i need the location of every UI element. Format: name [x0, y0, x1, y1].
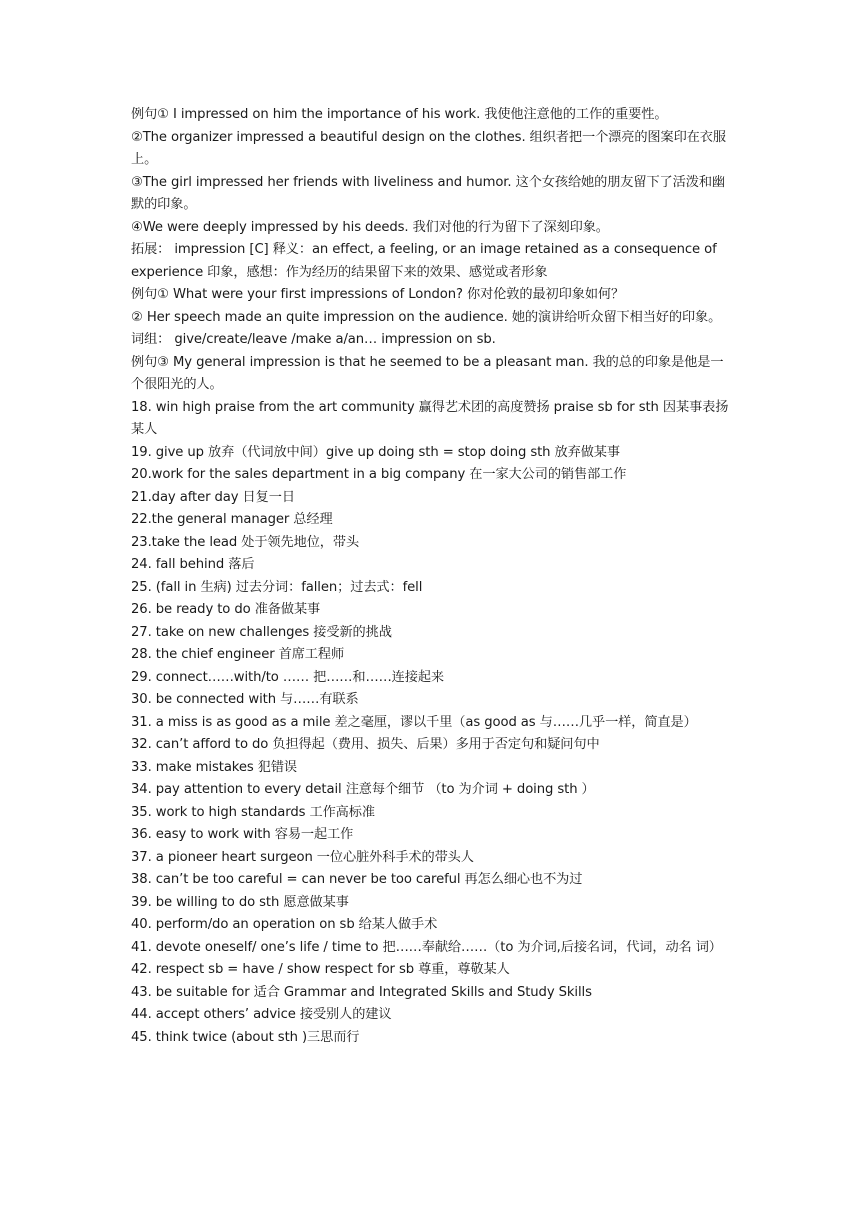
example-sentence-4: ④We were deeply impressed by his deeds. 我们对他的行为留下了深刻印象。 — [131, 219, 609, 235]
example-sentence-3: ③The girl impressed her friends with liveliness and humor. 这个女孩给她的朋友留下了活泼和幽默的印象。 — [131, 174, 725, 212]
list-item-27: 27. take on new challenges 接受新的挑战 — [131, 624, 392, 640]
list-item-34: 34. pay attention to every detail 注意每个细节 （to 为介词 + doing sth ） — [131, 782, 595, 797]
impression-example-3: 例句③ My general impression is that he seemed to be a pleasant man. 我的总的印象是他是一个很阳光的人。 — [131, 354, 724, 392]
list-item-33: 33. make mistakes 犯错误 — [131, 759, 298, 775]
list-item-20: 20.work for the sales department in a big company 在一家大公司的销售部工作 — [131, 467, 627, 482]
list-item-24: 24. fall behind 落后 — [131, 557, 255, 572]
list-item-19: 19. give up 放弃（代词放中间）give up doing sth = stop doing sth 放弃做某事 — [131, 444, 620, 460]
list-item-38: 38. can’t be too careful = can never be too careful 再怎么细心也不为过 — [131, 872, 583, 887]
list-item-41: 41. devote oneself/ one’s life / time to 把……奉献给……（to 为介词,后接名词，代词，动名 词） — [131, 939, 722, 955]
list-item-22: 22.the general manager 总经理 — [131, 512, 333, 527]
list-item-30: 30. be connected with 与……有联系 — [131, 692, 359, 707]
list-item-23: 23.take the lead 处于领先地位，带头 — [131, 534, 360, 550]
list-item-45: 45. think twice (about sth )三思而行 — [131, 1029, 360, 1045]
phrase-group: 词组： give/create/leave /make a/an… impression on sb. — [131, 332, 496, 347]
list-item-28: 28. the chief engineer 首席工程师 — [131, 647, 345, 662]
impression-example-2: ② Her speech made an quite impression on the audience. 她的演讲给听众留下相当好的印象。 — [131, 309, 722, 325]
list-item-26: 26. be ready to do 准备做某事 — [131, 602, 321, 617]
example-sentence-2: ②The organizer impressed a beautiful design on the clothes. 组织者把一个漂亮的图案印在衣服上。 — [131, 129, 726, 167]
list-item-25: 25. (fall in 生病) 过去分词：fallen；过去式：fell — [131, 579, 423, 595]
extension-definition: 拓展： impression [C] 释义：an effect, a feeling, or an image retained as a consequence of experience 印象，感想：作为经历的结果留下来的效果、感觉或者形象 — [131, 242, 717, 280]
list-item-37: 37. a pioneer heart surgeon 一位心脏外科手术的带头人 — [131, 849, 474, 865]
impression-example-1: 例句① What were your first impressions of London? 你对伦敦的最初印象如何？ — [131, 287, 625, 302]
document-body — [131, 104, 731, 1049]
list-item-29: 29. connect……with/to …… 把……和……连接起来 — [131, 669, 445, 685]
list-item-21: 21.day after day 日复一日 — [131, 489, 295, 505]
list-item-36: 36. easy to work with 容易一起工作 — [131, 827, 354, 842]
list-item-32: 32. can’t afford to do 负担得起（费用、损失、后果）多用于否定句和疑问句中 — [131, 737, 600, 752]
list-item-35: 35. work to high standards 工作高标准 — [131, 804, 375, 820]
list-item-44: 44. accept others’ advice 接受别人的建议 — [131, 1007, 392, 1022]
example-sentence-1: 例句① I impressed on him the importance of his work. 我使他注意他的工作的重要性。 — [131, 107, 668, 122]
list-item-40: 40. perform/do an operation on sb 给某人做手术 — [131, 917, 438, 932]
list-item-43: 43. be suitable for 适合 Grammar and Integrated Skills and Study Skills — [131, 984, 592, 1000]
list-item-31: 31. a miss is as good as a mile 差之毫厘，谬以千里（as good as 与……几乎一样，简直是） — [131, 714, 697, 730]
list-item-39: 39. be willing to do sth 愿意做某事 — [131, 894, 349, 910]
list-item-18: 18. win high praise from the art community 赢得艺术团的高度赞扬 praise sb for sth 因某事表扬某人 — [131, 399, 729, 437]
list-item-42: 42. respect sb = have / show respect for sb 尊重，尊敬某人 — [131, 962, 510, 977]
